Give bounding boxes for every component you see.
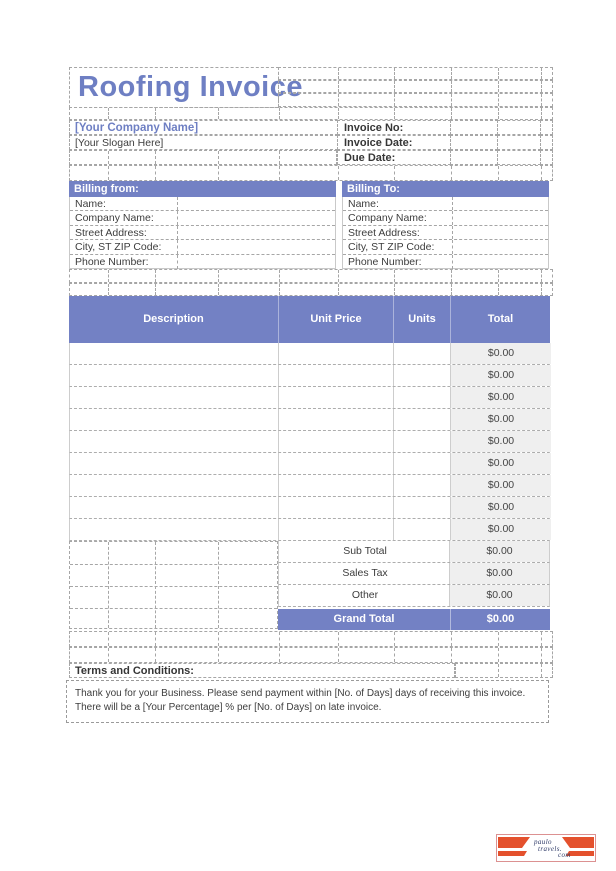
- gridline: [541, 166, 542, 180]
- gridline: [451, 632, 452, 646]
- billing-to-header: Billing To:: [342, 181, 549, 197]
- column-header-unit-price: Unit Price: [278, 296, 393, 343]
- gridline: [218, 648, 219, 662]
- billing-field-row: [343, 240, 548, 254]
- gridline: [108, 151, 109, 164]
- totals-row: [278, 563, 550, 585]
- billing-field-value[interactable]: [453, 226, 548, 239]
- billing-field-value[interactable]: [178, 211, 335, 224]
- logo-text-line3: com: [558, 851, 571, 859]
- gridline: [541, 81, 542, 92]
- grid-filler: [455, 663, 553, 678]
- gridline: [70, 564, 277, 565]
- gridline: [338, 68, 339, 79]
- gridline: [498, 664, 499, 677]
- grid-filler: [69, 631, 553, 647]
- billing-field-value[interactable]: [453, 255, 548, 269]
- gridline: [279, 108, 280, 119]
- gridline: [218, 284, 219, 295]
- gridline: [451, 648, 452, 662]
- billing-field-value[interactable]: [453, 211, 548, 224]
- totals-value: $0.00: [449, 585, 549, 606]
- billing-field-row: [343, 197, 548, 211]
- gridline: [451, 81, 452, 92]
- column-header-description: Description: [143, 313, 204, 325]
- item-units-cell[interactable]: [394, 453, 451, 474]
- gridline: [394, 648, 395, 662]
- item-row: [69, 519, 550, 541]
- gridline: [541, 284, 542, 295]
- gridline: [218, 108, 219, 119]
- item-description-cell[interactable]: [70, 475, 279, 496]
- grid-filler: [278, 93, 553, 107]
- gridline: [279, 632, 280, 646]
- item-row: [69, 475, 550, 497]
- billing-field-label: Company Name:: [343, 211, 453, 224]
- gridline: [451, 166, 452, 180]
- grand-total-value: $0.00: [450, 609, 550, 630]
- totals-label: Sales Tax: [342, 567, 388, 579]
- invoice-info-value-cell: [540, 120, 553, 135]
- grid-filler: [69, 541, 278, 629]
- gridline: [155, 166, 156, 180]
- gridline: [155, 270, 156, 282]
- gridline: [451, 108, 452, 119]
- terms-header: Terms and Conditions:: [69, 663, 455, 678]
- item-description-cell[interactable]: [70, 519, 279, 540]
- gridline: [394, 68, 395, 79]
- billing-field-row: [343, 255, 548, 269]
- invoice-info-value-cell[interactable]: [497, 135, 541, 150]
- gridline: [498, 108, 499, 119]
- grid-filler: [69, 165, 553, 181]
- item-row: [69, 387, 550, 409]
- grid-filler: [278, 67, 553, 80]
- item-total-cell: $0.00: [451, 431, 551, 452]
- billing-field-label: City, ST ZIP Code:: [70, 240, 178, 253]
- billing-from-block: [69, 197, 336, 269]
- gridline: [218, 632, 219, 646]
- item-unit-price-cell[interactable]: [279, 475, 394, 496]
- item-row: [69, 497, 550, 519]
- gridline: [451, 94, 452, 106]
- item-unit-price-cell[interactable]: [279, 519, 394, 540]
- totals-label: Other: [351, 589, 379, 601]
- gridline: [155, 108, 156, 119]
- gridline: [541, 270, 542, 282]
- gridline: [108, 108, 109, 119]
- gridline: [108, 270, 109, 282]
- billing-field-label: Phone Number:: [343, 255, 453, 269]
- billing-field-label: Company Name:: [70, 211, 178, 224]
- grid-filler: [69, 107, 553, 120]
- billing-from-header: Billing from:: [69, 181, 336, 197]
- item-total-cell: $0.00: [451, 365, 551, 386]
- billing-field-label: Phone Number:: [70, 255, 178, 269]
- gridline: [394, 284, 395, 295]
- grand-total-label: Grand Total: [333, 613, 395, 625]
- gridline: [108, 166, 109, 180]
- gridline: [338, 81, 339, 92]
- invoice-info-value-cell[interactable]: [450, 150, 498, 165]
- grid-filler: [69, 269, 553, 283]
- item-unit-price-cell[interactable]: [279, 343, 394, 364]
- gridline: [70, 586, 277, 587]
- item-description-cell[interactable]: [70, 431, 279, 452]
- gridline: [218, 270, 219, 282]
- totals-value: $0.00: [449, 563, 549, 584]
- gridline: [498, 270, 499, 282]
- gridline: [451, 68, 452, 79]
- gridline: [108, 648, 109, 662]
- item-description-cell[interactable]: [70, 409, 279, 430]
- column-header-total: Total: [450, 296, 550, 343]
- gridline: [338, 94, 339, 106]
- gridline: [498, 166, 499, 180]
- billing-field-value[interactable]: [178, 226, 335, 239]
- billing-field-value[interactable]: [178, 197, 335, 210]
- gridline: [155, 542, 156, 628]
- item-units-cell[interactable]: [394, 343, 451, 364]
- gridline: [394, 81, 395, 92]
- item-unit-price-cell[interactable]: [279, 365, 394, 386]
- invoice-info-label: Invoice No:: [337, 120, 451, 135]
- gridline: [394, 632, 395, 646]
- gridline: [541, 68, 542, 79]
- item-total-cell: $0.00: [451, 343, 551, 364]
- invoice-info-value-cell[interactable]: [497, 120, 541, 135]
- totals-row: [278, 585, 550, 607]
- grid-filler: [69, 150, 337, 165]
- company-slogan[interactable]: [Your Slogan Here]: [69, 135, 338, 150]
- item-row: [69, 343, 550, 365]
- gridline: [279, 284, 280, 295]
- gridline: [451, 270, 452, 282]
- item-description-cell[interactable]: [70, 343, 279, 364]
- billing-field-label: Name:: [343, 197, 453, 210]
- item-total-cell: $0.00: [451, 453, 551, 474]
- invoice-info-value-cell: [540, 150, 553, 165]
- billing-field-row: [70, 211, 335, 225]
- gridline: [498, 632, 499, 646]
- gridline: [108, 542, 109, 628]
- billing-field-label: Street Address:: [70, 226, 178, 239]
- brand-logo: [496, 834, 596, 862]
- invoice-info-value-cell[interactable]: [497, 150, 541, 165]
- item-units-cell[interactable]: [394, 475, 451, 496]
- gridline: [155, 151, 156, 164]
- gridline: [218, 151, 219, 164]
- item-unit-price-cell[interactable]: [279, 409, 394, 430]
- invoice-info-value-cell[interactable]: [450, 135, 498, 150]
- item-description-cell[interactable]: [70, 453, 279, 474]
- billing-field-row: [70, 197, 335, 211]
- item-units-cell[interactable]: [394, 365, 451, 386]
- terms-body: Thank you for your Business. Please send payment within [No. of Days] days of receiving this invoice. There will be a [Your Percentage] % per [No. of Days] on late invoice.: [66, 680, 549, 723]
- item-unit-price-cell[interactable]: [279, 497, 394, 518]
- gridline: [338, 166, 339, 180]
- item-row: [69, 453, 550, 475]
- gridline: [541, 108, 542, 119]
- totals-label: Sub Total: [343, 545, 387, 557]
- gridline: [279, 648, 280, 662]
- grid-filler: [278, 80, 553, 93]
- grid-filler: [69, 647, 553, 663]
- company-name[interactable]: [Your Company Name]: [69, 120, 338, 135]
- item-description-cell[interactable]: [70, 497, 279, 518]
- gridline: [338, 270, 339, 282]
- item-unit-price-cell[interactable]: [279, 453, 394, 474]
- item-total-cell: $0.00: [451, 387, 551, 408]
- page-title: Roofing Invoice: [69, 67, 279, 108]
- item-units-cell[interactable]: [394, 497, 451, 518]
- billing-field-row: [70, 226, 335, 240]
- invoice-info-value-cell[interactable]: [450, 120, 498, 135]
- billing-field-label: City, ST ZIP Code:: [343, 240, 453, 253]
- gridline: [498, 94, 499, 106]
- gridline: [338, 648, 339, 662]
- totals-row: [278, 541, 550, 563]
- logo-stripe-icon: [498, 851, 527, 856]
- item-total-cell: $0.00: [451, 497, 551, 518]
- gridline: [279, 166, 280, 180]
- gridline: [108, 632, 109, 646]
- logo-text-line1: paulo: [534, 838, 552, 846]
- billing-field-row: [343, 226, 548, 240]
- gridline: [155, 648, 156, 662]
- gridline: [541, 632, 542, 646]
- gridline: [155, 284, 156, 295]
- item-units-cell[interactable]: [394, 387, 451, 408]
- totals-value: $0.00: [449, 541, 549, 562]
- billing-field-value[interactable]: [178, 240, 335, 253]
- gridline: [218, 542, 219, 628]
- item-row: [69, 365, 550, 387]
- item-description-cell[interactable]: [70, 387, 279, 408]
- gridline: [218, 166, 219, 180]
- billing-field-value[interactable]: [453, 240, 548, 253]
- invoice-info-label: Due Date:: [337, 150, 451, 165]
- gridline: [498, 68, 499, 79]
- invoice-info-label: Invoice Date:: [337, 135, 451, 150]
- item-row: [69, 431, 550, 453]
- billing-field-row: [70, 255, 335, 269]
- gridline: [541, 648, 542, 662]
- gridline: [279, 270, 280, 282]
- billing-field-label: Name:: [70, 197, 178, 210]
- item-total-cell: $0.00: [451, 475, 551, 496]
- invoice-info-value-cell: [540, 135, 553, 150]
- item-unit-price-cell[interactable]: [279, 387, 394, 408]
- gridline: [338, 632, 339, 646]
- item-unit-price-cell[interactable]: [279, 431, 394, 452]
- billing-field-row: [70, 240, 335, 254]
- billing-field-value[interactable]: [178, 255, 335, 269]
- gridline: [541, 94, 542, 106]
- gridline: [338, 108, 339, 119]
- billing-field-label: Street Address:: [343, 226, 453, 239]
- grid-filler: [69, 283, 553, 296]
- billing-to-block: [342, 197, 549, 269]
- gridline: [394, 270, 395, 282]
- item-units-cell[interactable]: [394, 431, 451, 452]
- gridline: [498, 284, 499, 295]
- gridline: [541, 664, 542, 677]
- logo-text-line2: travels.: [538, 845, 563, 853]
- gridline: [498, 648, 499, 662]
- gridline: [394, 94, 395, 106]
- item-total-cell: $0.00: [451, 409, 551, 430]
- item-units-cell[interactable]: [394, 519, 451, 540]
- gridline: [394, 166, 395, 180]
- gridline: [279, 151, 280, 164]
- billing-field-value[interactable]: [453, 197, 548, 210]
- gridline: [155, 632, 156, 646]
- gridline: [70, 608, 277, 609]
- gridline: [451, 284, 452, 295]
- item-description-cell[interactable]: [70, 365, 279, 386]
- gridline: [394, 108, 395, 119]
- gridline: [108, 284, 109, 295]
- item-total-cell: $0.00: [451, 519, 551, 540]
- column-header-units: Units: [393, 296, 450, 343]
- grand-total-row: [278, 609, 550, 630]
- items-table-header: [69, 296, 550, 343]
- item-units-cell[interactable]: [394, 409, 451, 430]
- gridline: [338, 284, 339, 295]
- item-row: [69, 409, 550, 431]
- billing-field-row: [343, 211, 548, 225]
- gridline: [498, 81, 499, 92]
